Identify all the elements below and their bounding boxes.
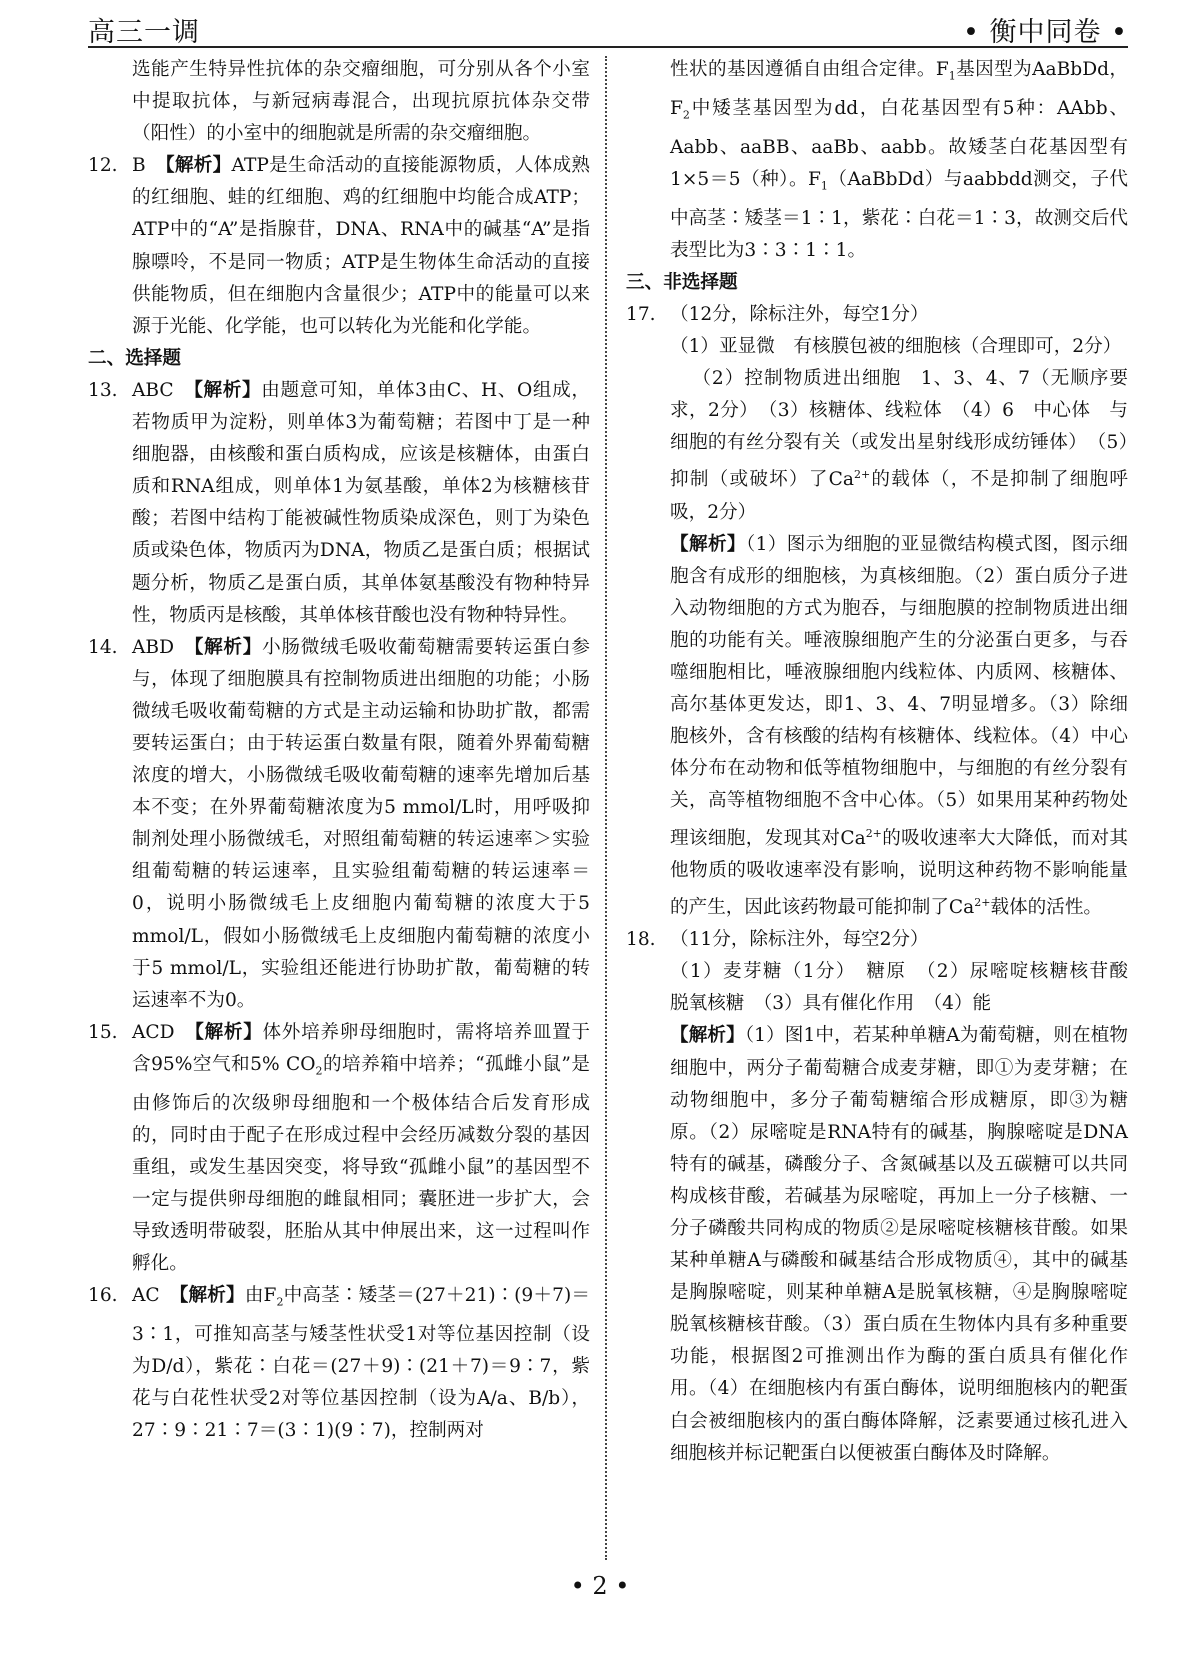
text-segment: 的载体（，不是抑制了细胞呼吸，2分） — [670, 469, 1128, 523]
question-number: 12. — [88, 155, 118, 177]
analysis-tag: 【解析】 — [169, 1285, 245, 1307]
question-number: 16. — [88, 1285, 118, 1307]
header-brand: • 衡中同卷 • — [962, 17, 1128, 48]
answer-13 — [88, 375, 590, 632]
answer-17-analysis — [626, 529, 1128, 925]
analysis-text: 体外培养卵母细胞时，需将培养皿置于含95%空气和5% CO — [132, 1021, 590, 1075]
header-rule — [88, 46, 1128, 48]
section-heading: 三、非选择题 — [626, 271, 738, 293]
right-column — [626, 54, 1147, 1470]
subscript: 1 — [948, 69, 956, 83]
subscript: 2 — [315, 1064, 323, 1078]
analysis-tag: 【解析】 — [670, 1025, 745, 1047]
score-note: （11分，除标注外，每空2分） — [670, 929, 929, 951]
text-segment: （1）图示为细胞的亚显微结构模式图，图示细胞含有成形的细胞核，为真核细胞。（2）蛋白质分子进入动物细胞的方式为胞吞，与细胞膜的控制物质进出细胞的功能有关。唾液腺细胞产生的分泌蛋白更多，与吞噬细胞相比，唾液腺细胞内线粒体、内质网、核糖体、高尔基体更发达，即1、3、4、7明显增多。（3）除细胞核外，含有核酸的结构有核糖体、线粒体。（4）中心体分布在动物和低等植物细胞中，与细胞的有丝分裂有关，高等植物细胞不含中心体。（5）如果用某种药物处理该细胞，发现其对Ca — [670, 533, 1128, 849]
question-number: 13. — [88, 379, 118, 401]
text-segment: 性状的基因遵循自由组合定律。F — [670, 59, 949, 80]
analysis-tag: 【解析】 — [183, 379, 262, 401]
answer-18-analysis — [626, 1020, 1128, 1469]
section-heading: 二、选择题 — [88, 347, 181, 369]
answer-16 — [88, 1280, 590, 1447]
text-segment: 载体的活性。 — [990, 897, 1103, 919]
text-segment: （2）控制物质进出细胞 1、3、4、7（无顺序要求，2分） （3）核糖体、线粒体 （4）6 中心体 与细胞的有丝分裂有关（或发出星射线形成纺锤体） （5）抑制（或破坏）了Ca — [670, 368, 1128, 491]
analysis-tag: 【解析】 — [155, 155, 232, 177]
question-number: 17. — [626, 303, 656, 325]
analysis-text: 由题意可知，单体3由C、H、O组成，若物质甲为淀粉，则单体3为葡萄糖；若图中丁是一种细胞器，由核酸和蛋白质构成，应该是核糖体，由蛋白质和RNA组成，则单体1为氨基酸，单体2为核糖核苷酸；若图中结构丁能被碱性物质染成深色，则丁为染色质或染色体，物质丙为DNA，物质乙是蛋白质；根据试题分析，物质乙是蛋白质，其单体氨基酸没有物种特异性，物质丙是核酸，其单体核苷酸也没有物种特异性。 — [132, 379, 590, 626]
analysis-text-cont: 中高茎∶矮茎＝(27＋21)∶(9＋7)＝3∶1，可推知高茎与矮茎性状受1对等位基因控制（设为D/d），紫花∶白花＝(27＋9)∶(21＋7)＝9∶7，紫花与白花性状受2对等位基因控制（设为A/a、B/b），27∶9∶21∶7＝(3∶1)(9∶7)，控制两对 — [132, 1285, 590, 1442]
analysis-text: 由F — [244, 1285, 277, 1307]
page-header — [88, 6, 1128, 50]
question-number: 14. — [88, 636, 118, 658]
analysis-text-cont: 的培养箱中培养；“孤雌小鼠”是由修饰后的次级卵母细胞和一个极体结合后发育形成的，同时由于配子在形成过程中会经历减数分裂的基因重组，或发生基因突变，将导致“孤雌小鼠”的基因型不一定与提供卵母细胞的雌鼠相同；囊胚进一步扩大，会导致透明带破裂，胚胎从其中伸展出来，这一过程叫作孵化。 — [132, 1053, 590, 1275]
answer-12 — [88, 150, 590, 343]
answer-choice: ACD — [132, 1021, 175, 1043]
answer-14 — [88, 632, 590, 1017]
superscript: 2+ — [865, 826, 882, 840]
answer-17-part2 — [626, 363, 1128, 529]
answer-choice: B — [132, 155, 146, 177]
answer-17-part1: （1）亚显微 有核膜包被的细胞核（合理即可，2分） — [670, 335, 1122, 357]
answer-continuation: 选能产生特异性抗体的杂交瘤细胞，可分别从各个小室中提取抗体，与新冠病毒混合，出现抗原抗体杂交带（阳性）的小室中的细胞就是所需的杂交瘤细胞。 — [132, 59, 590, 145]
answer-15 — [88, 1017, 590, 1280]
header-title: 高三一调 — [88, 17, 200, 48]
analysis-text: ATP是生命活动的直接能源物质，人体成熟的红细胞、蛙的红细胞、鸡的红细胞中均能合成ATP；ATP中的“A”是指腺苷，DNA、RNA中的碱基“A”是指腺嘌呤，不是同一物质；ATP是生物体生命活动的直接供能物质，但在细胞内含量很少；ATP中的能量可以来源于光能、化学能，也可以转化为光能和化学能。 — [132, 155, 590, 337]
subscript: 2 — [682, 108, 690, 122]
superscript: 2+ — [974, 895, 991, 909]
superscript: 2+ — [853, 468, 871, 482]
question-number: 18. — [626, 929, 656, 951]
analysis-tag: 【解析】 — [670, 533, 746, 555]
subscript: 1 — [820, 179, 828, 193]
answer-18-part1: （1）麦芽糖（1分） 糖原 （2）尿嘧啶核糖核苷酸 脱氧核糖 （3）具有催化作用 （4）能 — [670, 961, 1147, 1015]
page-number: • 2 • — [570, 1572, 630, 1600]
answer-choice: ABC — [132, 379, 174, 401]
text-segment: 中矮茎基因型为dd，白花基因型有5种：AAbb、Aabb、aaBB、aaBb、aabb。故矮茎白花基因型有1×5＝5（种）。F — [670, 97, 1128, 190]
score-note: （12分，除标注外，每空1分） — [670, 303, 929, 325]
question-number: 15. — [88, 1021, 118, 1043]
text-segment: 的吸收速率大大降低，而对其他物质的吸收速率没有影响，说明这种药物不影响能量的产生，因此该药物最可能抑制了Ca — [670, 827, 1128, 919]
analysis-tag: 【解析】 — [184, 1021, 263, 1043]
answer-choice: ABD — [132, 636, 174, 658]
answer-16-continuation — [626, 54, 1128, 267]
text-segment: （1）图1中，若某种单糖A为葡萄糖，则在植物细胞中，两分子葡萄糖合成麦芽糖，即①为麦芽糖；在动物细胞中，多分子葡萄糖缩合形成糖原，即③为糖原。（2）尿嘧啶是RNA特有的碱基，胸腺嘧啶是DNA特有的碱基，磷酸分子、含氮碱基以及五碳糖可以共同构成核苷酸，若碱基为尿嘧啶，再加上一分子核糖、一分子磷酸共同构成的物质②是尿嘧啶核糖核苷酸。如果某种单糖A与磷酸和碱基结合形成物质④，其中的碱基是胸腺嘧啶，则某种单糖A是脱氧核糖，④是胸腺嘧啶脱氧核糖核苷酸。（3）蛋白质在生物体内具有多种重要功能，根据图2可推测出作为酶的蛋白质具有催化作用。（4）在细胞核内有蛋白酶体，说明细胞核内的靶蛋白会被细胞核内的蛋白酶体降解，泛素要通过核孔进入细胞核并标记靶蛋白以便被蛋白酶体及时降解。 — [670, 1025, 1128, 1464]
text-segment: （AaBbDd）与aabbdd测交，子代中高茎∶矮茎＝1∶1，紫花∶白花＝1∶3，故测交后代表型比为3∶3∶1∶1。 — [670, 168, 1129, 261]
left-column — [88, 54, 590, 1447]
subscript: 2 — [276, 1296, 284, 1309]
answer-18 — [626, 924, 1128, 956]
text-segment: 基因型为AaBbDd，F — [670, 59, 1129, 119]
analysis-tag: 【解析】 — [184, 636, 263, 658]
answer-17 — [626, 299, 1128, 331]
answer-choice: AC — [132, 1285, 160, 1307]
analysis-text: 小肠微绒毛吸收葡萄糖需要转运蛋白参与，体现了细胞膜具有控制物质进出细胞的功能；小肠微绒毛吸收葡萄糖的方式是主动运输和协助扩散，都需要转运蛋白；由于转运蛋白数量有限，随着外界葡萄糖浓度的增大，小肠微绒毛吸收葡萄糖的速率先增加后基本不变；在外界葡萄糖浓度为5 mmol/L时，用呼吸抑制剂处理小肠微绒毛，对照组葡萄糖的转运速率＞实验组葡萄糖的转运速率，且实验组葡萄糖的转运速率＝0，说明小肠微绒毛上皮细胞内葡萄糖的浓度大于5 mmol/L，假如小肠微绒毛上皮细胞内葡萄糖的浓度小于5 mmol/L，实验组还能进行协助扩散，葡萄糖的转运速率不为0。 — [132, 636, 590, 1011]
column-divider — [605, 56, 607, 1560]
